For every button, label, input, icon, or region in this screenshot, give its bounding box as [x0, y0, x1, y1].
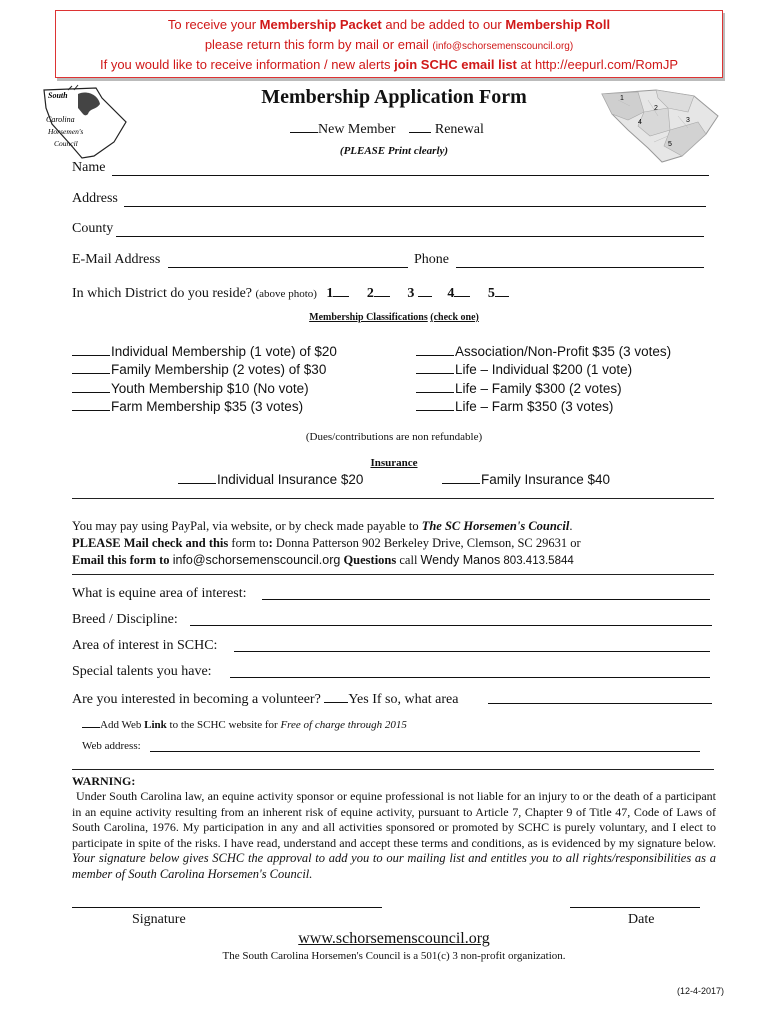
logo-text-2: Carolina — [46, 115, 75, 124]
phone-field[interactable] — [456, 267, 704, 268]
district-1[interactable]: 1 — [326, 286, 334, 301]
warning-rule — [72, 769, 714, 770]
address-field[interactable] — [124, 206, 706, 207]
breed-label: Breed / Discipline: — [72, 612, 178, 627]
option-individual[interactable]: Individual Membership (1 vote) of $20 — [72, 343, 337, 359]
volunteer-blank[interactable] — [324, 690, 348, 703]
payment-line-1: You may pay using PayPal, via website, or by check made payable to The SC Horsemen's Council. — [72, 519, 573, 533]
logo-text-3: Horsemen's — [48, 127, 84, 136]
insurance-heading: Insurance — [370, 457, 418, 469]
payment-rule — [72, 574, 714, 575]
phone-label: Phone — [414, 252, 449, 267]
print-note: (PLEASE Print clearly) — [339, 145, 449, 157]
email-field[interactable] — [168, 267, 408, 268]
warning-body: Under South Carolina law, an equine activity sponsor or equine professional is not liable for an injury to or the death of a participant in an equine activity resulting from an inherent risk of equine activity, pursuant to Article 7, Chapter 9 of Title 47, Code of Laws of South Carolina, 1976. My participation in any and all activities sponsored or promoted by SCHC is purely voluntary, and I elect to participate in spite of the risks. I have read, understand and accept these terms and conditions, as is evidenced by my signature below. Your signature below gives SCHC the approval to add you to our mailing list and entitles you to all rights/responsibilities as a member of South Carolina Horsemen's Council. — [72, 789, 716, 881]
notice-line-1: To receive your Membership Packet and be added to our Membership Roll — [167, 17, 611, 32]
classifications-heading: Membership Classifications (check one) — [309, 312, 479, 323]
county-label: County — [72, 221, 114, 236]
insurance-family[interactable]: Family Insurance $40 — [442, 471, 610, 487]
payment-line-2: PLEASE Mail check and this form to: Donna Patterson 902 Berkeley Drive, Clemson, SC 29631 or — [72, 536, 581, 550]
map-label-4: 4 — [638, 119, 642, 126]
renewal-blank[interactable] — [409, 118, 431, 133]
payment-line-3: Email this form to info@schorsemenscouncil.org Questions call Wendy Manos 803.413.5844 — [72, 553, 574, 567]
county-field[interactable] — [116, 236, 704, 237]
date-label: Date — [628, 912, 655, 927]
payment-email[interactable]: info@schorsemenscouncil.org — [172, 553, 341, 567]
option-life-farm[interactable]: Life – Farm $350 (3 votes) — [416, 398, 613, 414]
renewal-label: Renewal — [434, 122, 484, 137]
option-family[interactable]: Family Membership (2 votes) of $30 — [72, 361, 326, 377]
option-farm[interactable]: Farm Membership $35 (3 votes) — [72, 398, 303, 414]
web-link-blank[interactable] — [82, 717, 100, 728]
insurance-individual[interactable]: Individual Insurance $20 — [178, 471, 363, 487]
notice-line-2: please return this form by mail or email (info@schorsemenscouncil.org) — [204, 37, 574, 52]
new-member-blank[interactable] — [290, 118, 318, 133]
notice-box — [55, 10, 723, 78]
talents-label: Special talents you have: — [72, 664, 212, 679]
district-3[interactable]: 3 — [407, 286, 415, 301]
district-5[interactable]: 5 — [487, 286, 495, 301]
map-label-5: 5 — [668, 141, 672, 148]
option-life-family[interactable]: Life – Family $300 (2 votes) — [416, 380, 622, 396]
map-label-2: 2 — [654, 105, 658, 112]
web-address-label: Web address: — [82, 740, 141, 752]
name-label: Name — [72, 160, 106, 175]
date-field[interactable] — [570, 907, 700, 908]
insurance-rule — [72, 498, 714, 499]
map-label-3: 3 — [686, 117, 690, 124]
form-title: Membership Application Form — [261, 86, 527, 108]
district-question: In which District do you reside? (above photo) 1 2 3 4 5 — [72, 284, 509, 302]
option-youth[interactable]: Youth Membership $10 (No vote) — [72, 380, 309, 396]
district-2[interactable]: 2 — [366, 286, 374, 301]
dues-note: (Dues/contributions are non refundable) — [305, 431, 483, 443]
signature-field[interactable] — [72, 907, 382, 908]
map-label-1: 1 — [620, 95, 624, 102]
area-schc-field[interactable] — [234, 651, 710, 652]
member-type-row — [290, 118, 484, 138]
name-field[interactable] — [112, 175, 709, 176]
option-association[interactable]: Association/Non-Profit $35 (3 votes) — [416, 343, 671, 359]
equine-area-label: What is equine area of interest: — [72, 586, 247, 601]
notice-email[interactable]: (info@schorsemenscouncil.org) — [432, 41, 574, 52]
email-list-link[interactable]: at http://eepurl.com/RomJP — [516, 57, 679, 72]
district-4[interactable]: 4 — [447, 286, 455, 301]
volunteer-area-field[interactable] — [488, 703, 712, 704]
talents-field[interactable] — [230, 677, 710, 678]
equine-area-field[interactable] — [262, 599, 710, 600]
breed-field[interactable] — [190, 625, 712, 626]
website-link[interactable]: www.schorsemenscouncil.org — [298, 930, 490, 947]
warning-heading: WARNING: — [72, 774, 136, 788]
nonprofit-note: The South Carolina Horsemen's Council is a 501(c) 3 non-profit organization. — [222, 950, 566, 962]
address-label: Address — [72, 191, 118, 206]
signature-label: Signature — [132, 912, 186, 927]
logo-text-4: Council — [54, 139, 78, 148]
email-label: E-Mail Address — [72, 252, 161, 267]
new-member-label: New Member — [318, 122, 396, 137]
volunteer-row: Are you interested in becoming a volunteer? Yes If so, what area — [72, 692, 459, 707]
web-link-row: Add Web Link to the SCHC website for Free of charge through 2015 — [82, 717, 407, 731]
web-address-field[interactable] — [150, 751, 700, 752]
option-life-individual[interactable]: Life – Individual $200 (1 vote) — [416, 361, 632, 377]
revision-date: (12-4-2017) — [676, 986, 724, 996]
logo-text-1: South — [48, 91, 68, 100]
notice-line-3: If you would like to receive information / new alerts join SCHC email list at http://eepurl.com/RomJP — [99, 57, 679, 72]
area-schc-label: Area of interest in SCHC: — [72, 638, 218, 653]
